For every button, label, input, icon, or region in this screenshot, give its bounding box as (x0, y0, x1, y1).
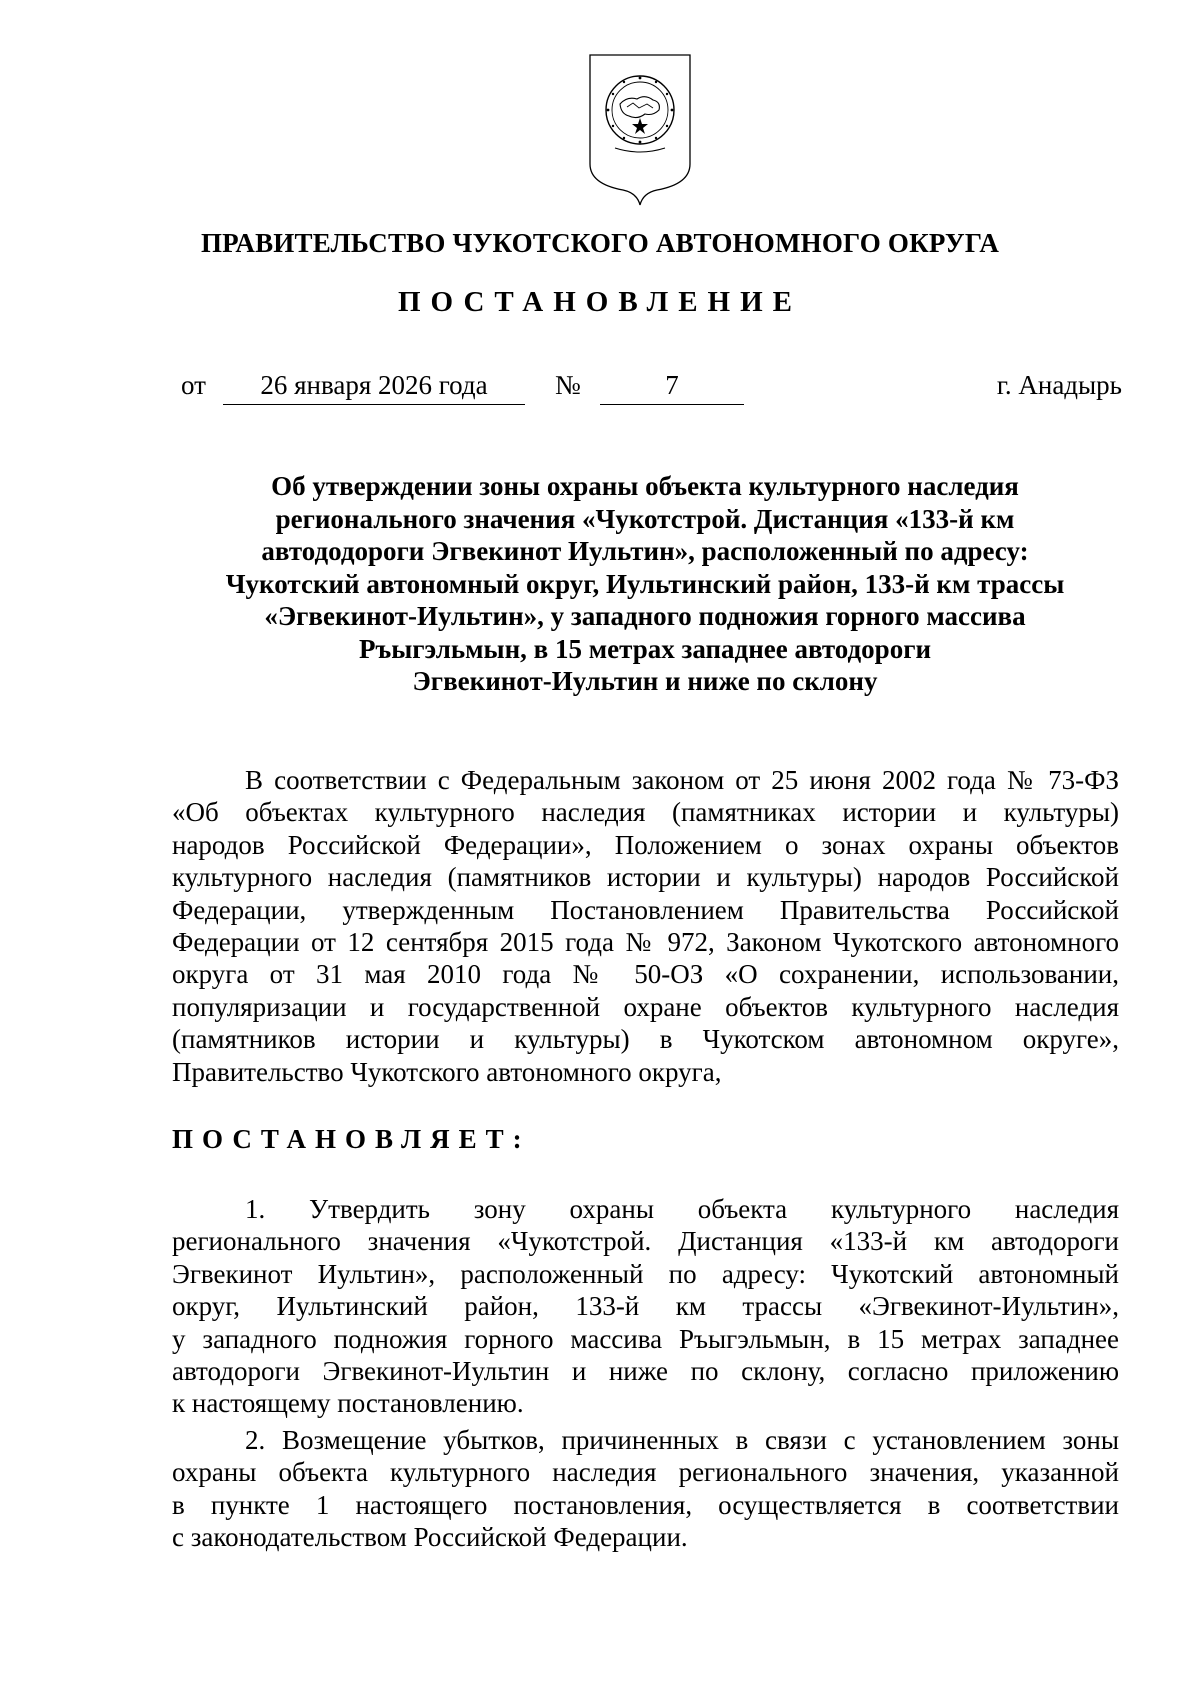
text-line: 1. Утвердить зону охраны объекта культурного наследия (245, 1194, 1119, 1224)
government-name: ПРАВИТЕЛЬСТВО ЧУКОТСКОГО АВТОНОМНОГО ОКРУГА (200, 228, 1000, 258)
document-date: 26 января 2026 года (223, 370, 525, 405)
date-from-label: от (181, 370, 206, 400)
text-line: с законодательством Российской Федерации. (172, 1522, 688, 1553)
preamble-paragraph (172, 764, 1119, 1088)
text-line: регионального значения «Чукотстрой. Дистанция «133-й км автодороги (172, 1226, 1119, 1257)
city-name: г. Анадырь (996, 370, 1122, 400)
number-label: № (555, 370, 581, 400)
text-line: охраны объекта культурного наследия регионального значения, указанной (172, 1457, 1119, 1488)
subject-line: Об утверждении зоны охраны объекта культурного наследия (271, 471, 1019, 501)
subject-line: Ръыгэльмын, в 15 метрах западнее автодороги (358, 633, 932, 664)
text-line: округа от 31 мая 2010 года № 50-ОЗ «О сохранении, использовании, (172, 959, 1119, 990)
text-line: 2. Возмещение убытков, причиненных в связи с установлением зоны (245, 1425, 1119, 1455)
subject-line: регионального значения «Чукотстрой. Дистанция «133-й км (275, 503, 1015, 534)
subject-line: автододороги Эгвекинот Иультин», расположенный по адресу: (261, 536, 1029, 566)
text-line: Федерации, утвержденным Постановлением Правительства Российской (172, 894, 1119, 925)
resolves-heading: ПОСТАНОВЛЯЕТ: (172, 1124, 531, 1154)
text-line: В соответствии с Федеральным законом от 25 июня 2002 года № 73-ФЗ (245, 765, 1119, 795)
document-subject (150, 470, 1140, 698)
document-number: 7 (600, 370, 744, 405)
subject-line: Эгвекинот-Иультин и ниже по склону (412, 666, 878, 696)
subject-line: Чукотский автономный округ, Иультинский район, 133-й км трассы (225, 568, 1065, 599)
text-line: «Об объектах культурного наследия (памятниках истории и культуры) (172, 797, 1119, 828)
document-type-title: ПОСТАНОВЛЕНИЕ (397, 286, 802, 318)
clause-2 (172, 1424, 1119, 1554)
subject-line: «Эгвекинот-Иультин», у западного подножия горного массива (264, 601, 1026, 631)
text-line: (памятников истории и культуры) в Чукотском автономном округе», (172, 1024, 1119, 1055)
coat-of-arms-icon (587, 52, 693, 208)
text-line: округ, Иультинский район, 133-й км трассы «Эгвекинот-Иультин», (172, 1291, 1119, 1322)
text-line: автодороги Эгвекинот-Иультин и ниже по склону, согласно приложению (172, 1356, 1119, 1387)
date-number-line (0, 370, 1200, 410)
text-line: Эгвекинот Иультин», расположенный по адресу: Чукотский автономный (172, 1258, 1119, 1289)
text-line: Федерации от 12 сентября 2015 года № 972, Законом Чукотского автономного (172, 927, 1119, 958)
text-line: Правительство Чукотского автономного округа, (172, 1056, 722, 1087)
text-line: к настоящему постановлению. (172, 1388, 524, 1419)
text-line: народов Российской Федерации», Положением о зонах охраны объектов (172, 829, 1119, 860)
text-line: у западного подножия горного массива Ръыгэльмын, в 15 метрах западнее (172, 1323, 1119, 1354)
text-line: культурного наследия (памятников истории и культуры) народов Российской (172, 862, 1119, 893)
text-line: популяризации и государственной охране объектов культурного наследия (172, 991, 1119, 1022)
clause-1 (172, 1193, 1119, 1420)
text-line: в пункте 1 настоящего постановления, осуществляется в соответствии (172, 1489, 1119, 1520)
